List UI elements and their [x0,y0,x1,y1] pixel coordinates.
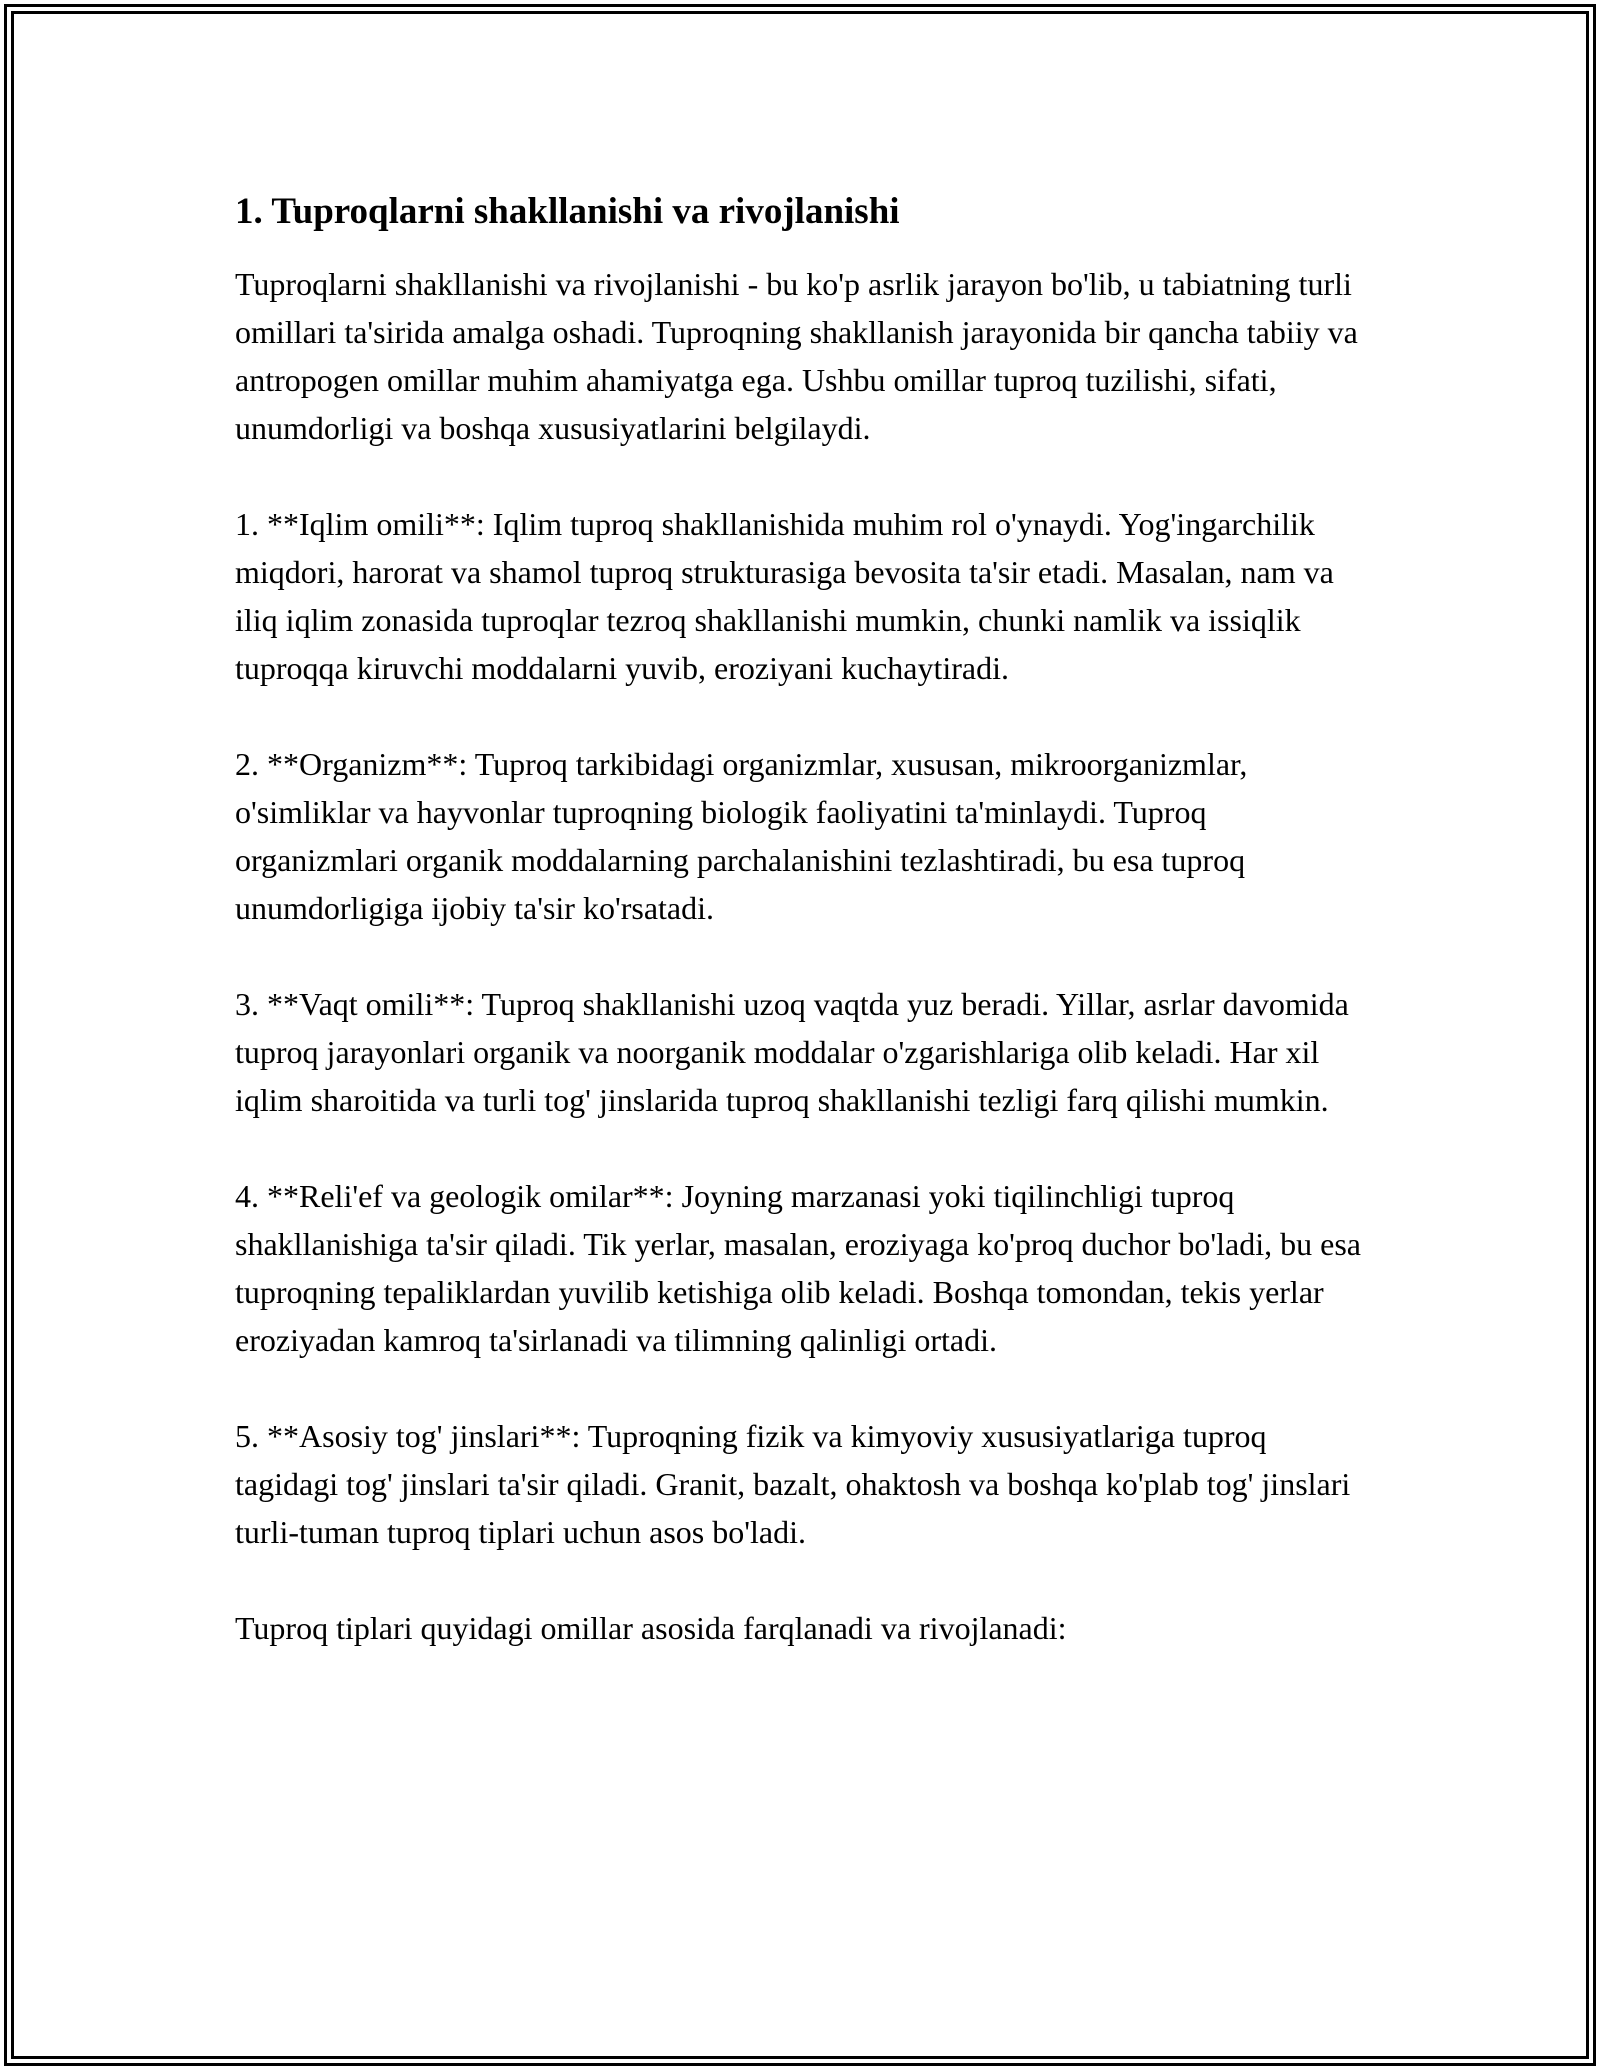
intro-paragraph: Tuproqlarni shakllanishi va rivojlanishi - bu ko'p asrlik jarayon bo'lib, u tabiatning turli omillari ta'sirida amalga oshadi. Tuproqning shakllanish jarayonida bir qancha tabiiy va antropogen omillar muhim ahamiyatga ega. Ushbu omillar tuproq tuzilishi, sifati, unumdorligi va boshqa xususiyatlarini belgilaydi. [235,266,1358,446]
paragraph-relief-factor: 4. **Reli'ef va geologik omilar**: Joyning marzanasi yoki tiqilinchligi tuproq shakllanishiga ta'sir qiladi. Tik yerlar, masalan, eroziyaga ko'proq duchor bo'ladi, bu esa tuproqning tepaliklardan yuvilib ketishiga olib keladi. Boshqa tomondan, tekis yerlar eroziyadan kamroq ta'sirlanadi va tilimning qalinligi ortadi. [235,1178,1361,1358]
paragraph-organism-factor: 2. **Organizm**: Tuproq tarkibidagi organizmlar, xususan, mikroorganizmlar, o'simliklar va hayvonlar tuproqning biologik faoliyatini ta'minlaydi. Tuproq organizmlari organik moddalarning parchalanishini tezlashtiradi, bu esa tuproq unumdorligiga ijobiy ta'sir ko'rsatadi. [235,746,1248,926]
paragraph-climate-factor: 1. **Iqlim omili**: Iqlim tuproq shakllanishida muhim rol o'ynaydi. Yog'ingarchilik miqdori, harorat va shamol tuproq strukturasiga bevosita ta'sir etadi. Masalan, nam va iliq iqlim zonasida tuproqlar tezroq shakllanishi mumkin, chunki namlik va issiqlik tuproqqa kiruvchi moddalarni yuvib, eroziyani kuchaytiradi. [235,506,1334,686]
paragraph-bedrock-factor: 5. **Asosiy tog' jinslari**: Tuproqning fizik va kimyoviy xususiyatlariga tuproq tagidagi tog' jinslari ta'sir qiladi. Granit, bazalt, ohaktosh va boshqa ko'plab tog' jinslari turli-tuman tuproq tiplari uchun asos bo'ladi. [235,1418,1351,1550]
document-body [235,188,1375,1652]
paragraph-time-factor: 3. **Vaqt omili**: Tuproq shakllanishi uzoq vaqtda yuz beradi. Yillar, asrlar davomida tuproq jarayonlari organik va noorganik moddalar o'zgarishlariga olib keladi. Har xil iqlim sharoitida va turli tog' jinslarida tuproq shakllanishi tezligi farq qilishi mumkin. [235,986,1349,1118]
document-title: 1. Tuproqlarni shakllanishi va rivojlanishi [235,191,900,232]
closing-paragraph: Tuproq tiplari quyidagi omillar asosida farqlanadi va rivojlanadi: [235,1610,1067,1646]
